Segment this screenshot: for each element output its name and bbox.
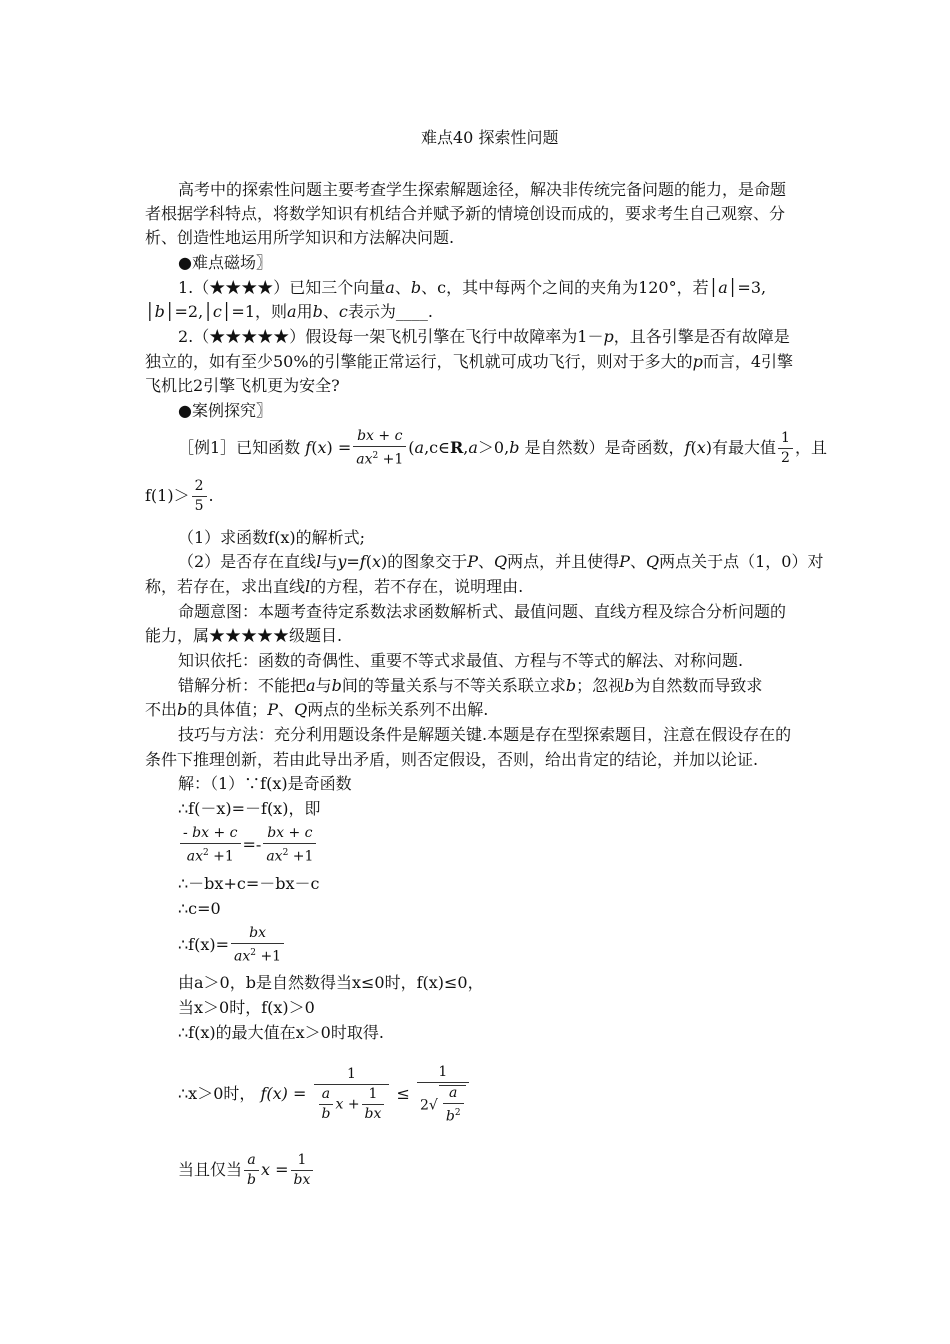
error-analysis-line-2: 不出b的具体值；P、Q两点的坐标关系列不出解. [145,700,489,719]
solution-step-1: 解：（1）∵f(x)是奇函数 [178,774,352,793]
page-title: 难点40 探索性问题 [421,128,559,147]
intent-line-2: 能力，属★★★★★级题目. [145,626,343,645]
solution-step-3: $\frac{- bx + c}{ax^2 +1}$ =- $\frac{bx + c}{ax^2 +1}$ [178,823,318,867]
example-1-question-1: （1）求函数f(x)的解析式; [178,528,366,547]
fraction-fx-result: $\frac{bx}{ax^2 +1}$ [231,926,284,965]
fraction-a-over-b: $\frac{a}{b}$ [244,1153,259,1188]
solution-step-11: 当且仅当 $\frac{a}{b}$ x = $\frac{1}{bx}$ [178,1148,315,1192]
method-line-2: 条件下推理创新，若由此导出矛盾，则否定假设，否则，给出肯定的结论，并加以论证. [145,750,759,769]
solution-step-2: ∴f(－x)=－f(x)，即 [178,799,321,818]
problem-2-line-1: 2.（★★★★★）假设每一架飞机引擎在飞行中故障率为1－p，且各引擎是否有故障是 [178,327,790,346]
section-magnet: ●难点磁场〗 [178,253,272,272]
problem-2-line-3: 飞机比2引擎飞机更为安全? [145,376,340,395]
example-1-statement: ［例1］已知函数 f(x) = $\frac{bx + c}{ax^2 +1}$ (a,c∈R,a＞0,b 是自然数）是奇函数，f(x)有最大值 $\frac{1}{2}$ ，且 [178,428,827,468]
solution-step-6: ∴f(x)= $\frac{bx}{ax^2 +1}$ [178,922,286,968]
method-line-1: 技巧与方法：充分利用题设条件是解题关键.本题是存在型探索题目，注意在假设存在的 [178,725,792,744]
fraction-right: $\frac{bx + c}{ax^2 +1}$ [263,826,316,865]
intro-line-1: 高考中的探索性问题主要考查学生探索解题途径，解决非传统完备问题的能力，是命题 [178,180,787,199]
knowledge-basis: 知识依托：函数的奇偶性、重要不等式求最值、方程与不等式的解法、对称问题. [178,651,744,670]
solution-step-7: 由a＞0，b是自然数得当x≤0时，f(x)≤0， [178,973,484,992]
solution-step-8: 当x＞0时，f(x)＞0 [178,998,315,1017]
fraction-max-bound: 1 $\frac{a}{b}$ x + $\frac{1}{bx}$ [314,1067,390,1122]
solution-step-9: ∴f(x)的最大值在x＞0时取得. [178,1023,384,1042]
fraction-sqrt-bound: 1 2√ $\frac{a}{b^2}$ [417,1065,469,1125]
error-analysis-line-1: 错解分析：不能把a与b间的等量关系与不等关系联立求b；忽视b为自然数而导致求 [178,676,763,695]
fraction-two-fifths: $\frac{2}{5}$ [192,479,207,514]
fraction-one-over-bx: $\frac{1}{bx}$ [291,1153,314,1188]
fraction-half: $\frac{1}{2}$ [778,431,793,466]
solution-step-5: ∴c=0 [178,899,221,918]
problem-1-line-1: 1.（★★★★）已知三个向量a、b、c，其中每两个之间的夹角为120°，若│a│=3, [178,278,767,297]
fraction-fx: $\frac{bx + c}{ax^2 +1}$ [353,429,406,468]
example-1-question-2-line-1: （2）是否存在直线l与y=f(x)的图象交于P、Q两点，并且使得P、Q两点关于点（1，0）对 [178,552,824,571]
section-case: ●案例探究〗 [178,401,272,420]
problem-2-line-2: 独立的，如有至少50%的引擎能正常运行，飞机就可成功飞行，则对于多大的p而言，4引擎 [145,352,794,371]
example-1-inequality: f(1)＞ $\frac{2}{5}$ . [145,478,214,514]
intro-line-2: 者根据学科特点，将数学知识有机结合并赋予新的情境创设而成的，要求考生自己观察、分 [145,204,786,223]
solution-step-10: ∴x＞0时， f(x) = 1 $\frac{a}{b}$ x + $\frac{1}{bx}$ ≤ 1 2√ $\frac{a}{b^2}$ [178,1056,471,1132]
intent-line-1: 命题意图：本题考查待定系数法求函数解析式、最值问题、直线方程及综合分析问题的 [178,602,787,621]
answer-blank: ____. [395,302,433,321]
fraction-left: $\frac{- bx + c}{ax^2 +1}$ [180,826,241,865]
problem-1-line-2: │b│=2,│c│=1，则a用b、c表示为____. [145,302,433,321]
example-1-question-2-line-2: 称，若存在，求出直线l的方程，若不存在，说明理由. [145,577,524,596]
solution-step-4: ∴－bx+c=－bx－c [178,874,320,893]
intro-line-3: 析、创造性地运用所学知识和方法解决问题. [145,228,455,247]
